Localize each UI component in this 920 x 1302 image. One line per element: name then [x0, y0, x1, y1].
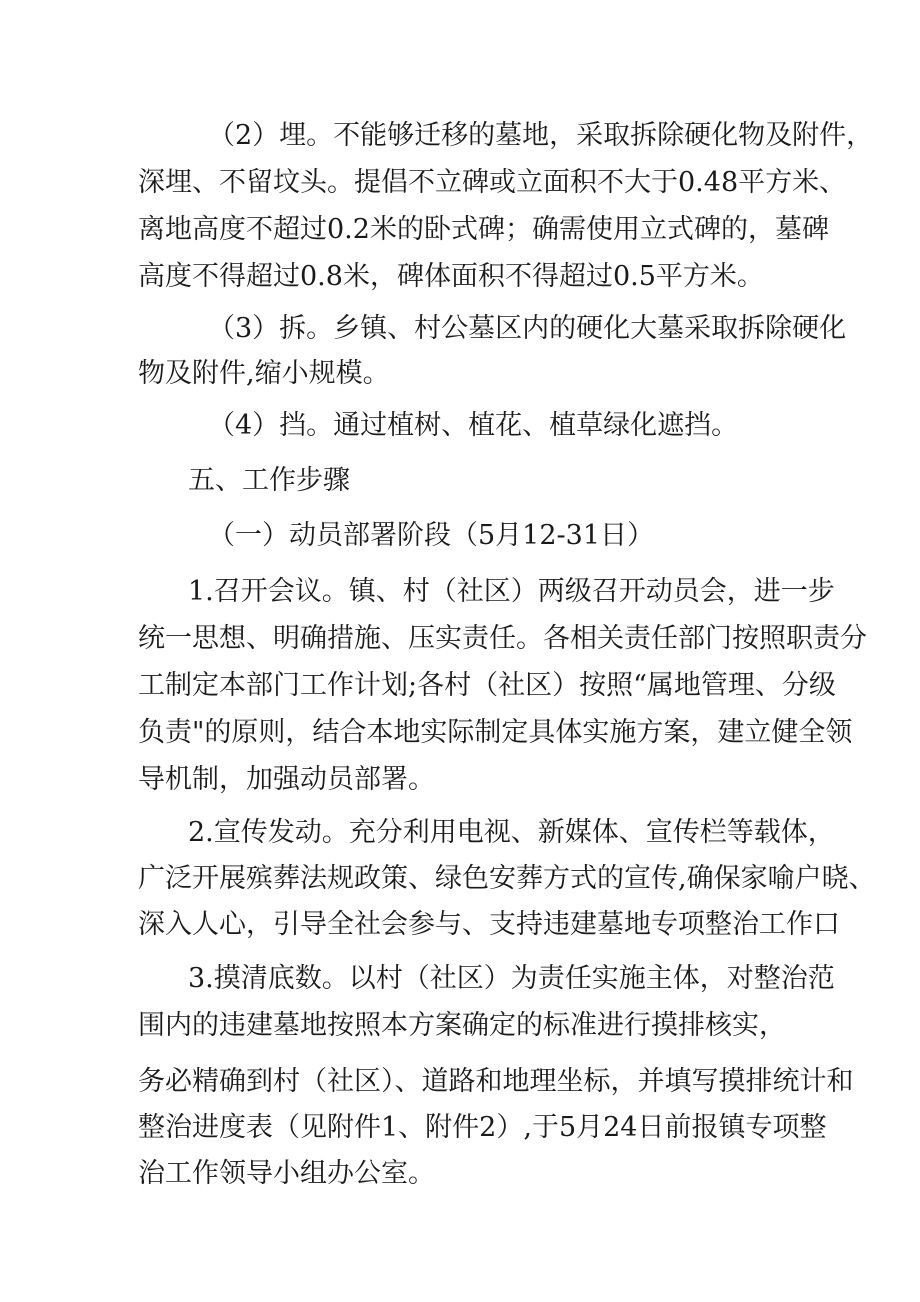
- para-2-line-1: （2）埋。不能够迁移的墓地，采取拆除硬化物及附件，: [208, 120, 874, 151]
- item-2-line-1: 2.宣传发动。充分利用电视、新媒体、宣传栏等载体，: [188, 817, 835, 848]
- para-2-line-4: 高度不得超过0.8米，碑体面积不得超过0.5平方米。: [138, 261, 764, 292]
- para-3-line-2: 物及附件,缩小规模。: [138, 358, 390, 389]
- subsection-heading-1: （一）动员部署阶段（5月12-31日）: [208, 520, 655, 551]
- item-1-line-1: 1.召开会议。镇、村（社区）两级召开动员会，进一步: [188, 576, 835, 607]
- item-3-line-3: 务必精确到村（社区）、道路和地理坐标，并填写摸排统计和: [138, 1066, 854, 1097]
- para-2-line-2: 深埋、不留坟头。提倡不立碑或立面积不大于0.48平方米、: [138, 167, 847, 198]
- item-1-line-3: 工制定本部门工作计划;各村（社区）按照“属地管理、分级: [138, 670, 836, 701]
- item-3-line-4: 整治进度表（见附件1、附件2）,于5月24日前报镇专项整: [138, 1112, 827, 1143]
- item-2-line-2: 广泛开展殡葬法规政策、绿色安葬方式的宣传,确保家喻户晓、: [138, 863, 876, 894]
- item-3-line-1: 3.摸清底数。以村（社区）为责任实施主体，对整治范: [188, 963, 835, 994]
- item-2-line-3: 深入人心，引导全社会参与、支持违建墓地专项整治工作口: [138, 909, 840, 940]
- item-1-line-4: 负责"的原则，结合本地实际制定具体实施方案，建立健全领: [138, 717, 853, 748]
- para-4-line-1: （4）挡。通过植树、植花、植草绿化遮挡。: [208, 410, 739, 441]
- item-1-line-2: 统一思想、明确措施、压实责任。各相关责任部门按照职责分: [138, 623, 867, 654]
- item-1-line-5: 导机制，加强动员部署。: [138, 764, 435, 795]
- item-3-line-5: 治工作领导小组办公室。: [138, 1158, 435, 1189]
- para-3-line-1: （3）拆。乡镇、村公墓区内的硬化大墓采取拆除硬化: [208, 313, 847, 344]
- item-3-line-2: 围内的违建墓地按照本方案确定的标准进行摸排核实，: [138, 1010, 786, 1041]
- section-heading-5: 五、工作步骤: [188, 465, 350, 496]
- para-2-line-3: 离地高度不超过0.2米的卧式碑；确需使用立式碑的，墓碑: [138, 214, 829, 245]
